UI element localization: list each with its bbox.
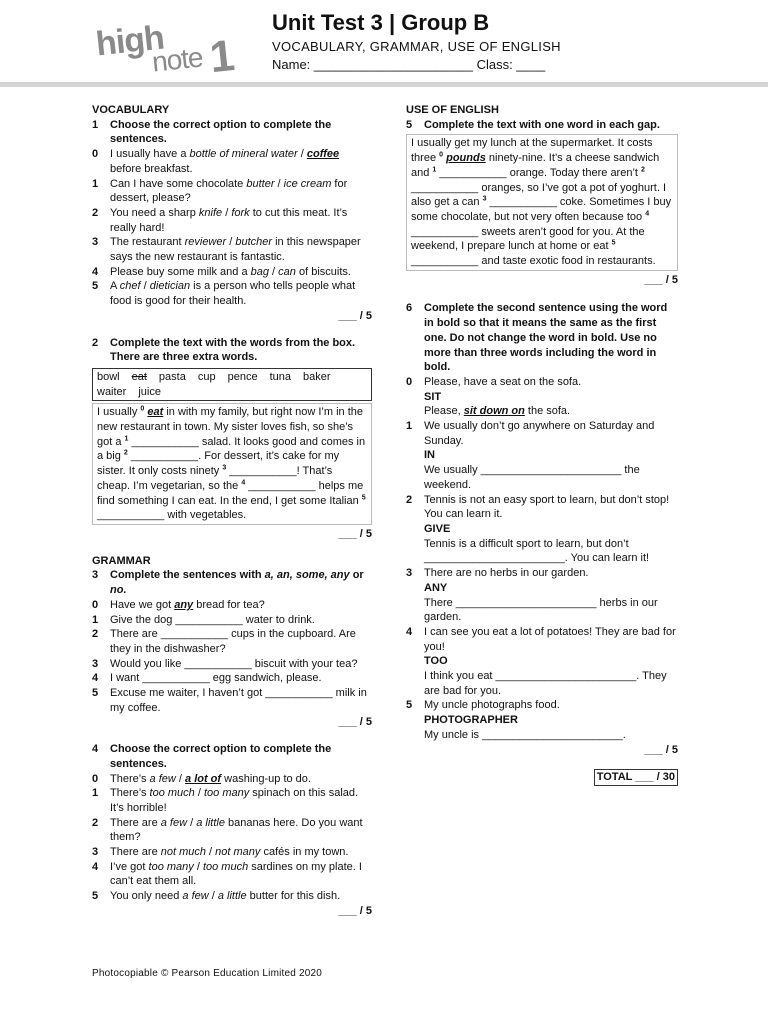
ex6-answer-line[interactable]: There _______________________ herbs in our garden.	[424, 596, 658, 624]
ex3-item-4[interactable]: 4 I want ___________ egg sandwich, please.	[92, 672, 322, 685]
page-title: Unit Test 3 | Group B	[272, 10, 490, 35]
ex6-answer-line[interactable]: I think you eat _______________________. They are bad for you.	[424, 670, 667, 697]
ex6-item-0: 0 Please, have a seat on the sofa.	[406, 375, 582, 388]
ex6-instruction: 6 Complete the second sentence using the word in bold so that it means the same as the first one. Do not change the word in bold. Use no more than three words including the word in bold.	[406, 302, 668, 374]
ex1-item-5[interactable]: 5 A chef / dietician is a person who tells people what food is good for their health.	[92, 280, 356, 308]
ex4-item-4[interactable]: 4 I’ve got too many / too much sardines on my plate. I can’t eat them all.	[92, 860, 362, 888]
ex1-item-1[interactable]: 1 Can I have some chocolate butter / ice cream for dessert, please?	[92, 177, 348, 205]
word-box-item: waiter	[97, 385, 127, 398]
total-score[interactable]: TOTAL ___ / 30	[594, 769, 678, 786]
word-box	[92, 368, 372, 401]
logo-number: 1	[207, 30, 237, 83]
ex6-item-4: 4 I can see you eat a lot of potatoes! They are bad for you!	[406, 625, 676, 653]
ex5-gap-text[interactable]: I usually get my lunch at the supermarket. It costs three $^0$ pounds ninety-nine. It’s a cheese sandwich and $^1$ ___________ orange. Today there aren’t $^2$ ___________ oranges, so I’ve got a pot of yoghurt. I also get a can $^3$ ___________ coke. Sometimes I buy some chocolate, but not very often because too $^4$ ___________ sweets aren’t good for you. At the weekend, I prepare lunch at home or eat $^5$ ___________ and taste exotic food in restaurants.	[406, 134, 678, 270]
ex3-score[interactable]: ___ / 5	[338, 716, 372, 729]
ex2-instruction: 2 Complete the text with the words from the box. There are three extra words.	[92, 336, 356, 364]
ex6-key-word: TOO	[424, 655, 448, 668]
ex3-item-3[interactable]: 3 Would you like ___________ biscuit with your tea?	[92, 657, 358, 670]
copyright-footer: Photocopiable © Pearson Education Limited 2020	[92, 968, 323, 979]
name-class-line: Name: ______________________ Class: ____	[272, 57, 546, 72]
ex4-item-0: 0 There’s a few / a lot of washing-up to do.	[92, 772, 311, 785]
word-box-item: baker	[303, 370, 331, 383]
ex6-item-1: 1 We usually don’t go anywhere on Saturday and Sunday.	[406, 420, 655, 447]
ex4-instruction: 4 Choose the correct option to complete the sentences.	[92, 743, 332, 770]
ex6-item-5: 5 My uncle photographs food.	[406, 699, 560, 712]
word-box-item: pence	[227, 370, 258, 383]
ex4-item-1[interactable]: 1 There’s too much / too many spinach on this salad. It’s horrible!	[92, 787, 359, 814]
ex3-item-1[interactable]: 1 Give the dog ___________ water to drink.	[92, 613, 315, 626]
grammar-heading: GRAMMAR	[92, 554, 151, 567]
logo-high: high	[94, 18, 166, 64]
ex6-key-word: IN	[424, 449, 435, 462]
use-of-english-heading: USE OF ENGLISH	[406, 104, 499, 116]
ex4-item-3[interactable]: 3 There are not much / not many cafés in my town.	[92, 846, 349, 859]
ex6-key-word: PHOTOGRAPHER	[424, 714, 518, 727]
ex6-example-sentence: Please, sit down on the sofa.	[424, 405, 571, 418]
ex1-item-0: 0 I usually have a bottle of mineral water / coffee before breakfast.	[92, 148, 340, 175]
ex4-item-5[interactable]: 5 You only need a few / a little butter for this dish.	[92, 890, 341, 903]
ex3-item-0: 0 Have we got any bread for tea?	[92, 598, 265, 611]
right-column	[406, 103, 678, 786]
header-divider	[0, 82, 768, 87]
ex1-item-3[interactable]: 3 The restaurant reviewer / butcher in this newspaper says the new restaurant is fantastic.	[92, 236, 361, 264]
ex2-example-answer: eat	[147, 406, 164, 419]
ex5-example-answer: pounds	[446, 152, 486, 165]
word-box-item: bowl	[97, 370, 120, 383]
ex6-answer-line[interactable]: My uncle is _______________________.	[424, 728, 626, 741]
ex4-score[interactable]: ___ / 5	[338, 904, 372, 917]
ex5-instruction: 5 Complete the text with one word in each gap.	[406, 118, 660, 131]
left-column	[92, 103, 372, 919]
ex3-item-2[interactable]: 2 There are ___________ cups in the cupboard. Are they in the dishwasher?	[92, 628, 356, 655]
ex1-example-answer: coffee	[306, 148, 340, 161]
ex1-score[interactable]: ___ / 5	[338, 309, 372, 322]
ex6-answer-line[interactable]: Tennis is a difficult sport to learn, but don’t _______________________. You can learn it!	[424, 537, 650, 565]
ex6-answer-line[interactable]: We usually _______________________ the weekend.	[424, 464, 640, 491]
high-note-logo	[94, 18, 246, 83]
vocabulary-heading: VOCABULARY	[92, 104, 170, 116]
word-box-item: pasta	[158, 370, 186, 383]
ex6-key-word: ANY	[424, 581, 448, 594]
word-box-item: cup	[197, 370, 216, 383]
page-subtitle: VOCABULARY, GRAMMAR, USE OF ENGLISH	[272, 39, 561, 54]
word-box-item-used: eat	[131, 370, 147, 383]
ex1-item-4[interactable]: 4 Please buy some milk and a bag / can of biscuits.	[92, 265, 351, 278]
ex5-score[interactable]: ___ / 5	[644, 273, 678, 286]
word-box-item: juice	[138, 385, 161, 398]
ex1-instruction: 1 Choose the correct option to complete the sentences.	[92, 118, 332, 146]
ex2-score[interactable]: ___ / 5	[338, 527, 372, 540]
ex1-item-2[interactable]: 2 You need a sharp knife / fork to cut this meat. It’s really hard!	[92, 206, 348, 234]
ex6-key-word: GIVE	[424, 522, 451, 535]
ex4-example-answer: a lot of	[185, 772, 222, 785]
word-box-item: tuna	[269, 370, 291, 383]
ex3-instruction: 3 Complete the sentences with a, an, some, any or no.	[92, 569, 364, 597]
ex6-key-word: SIT	[424, 390, 442, 403]
ex3-example-answer: any	[174, 598, 194, 611]
ex6-example-answer: sit down on	[463, 405, 525, 418]
logo-note: note	[150, 41, 204, 78]
ex6-item-3: 3 There are no herbs in our garden.	[406, 567, 589, 580]
ex6-item-2: 2 Tennis is not an easy sport to learn, but don’t stop! You can learn it.	[406, 493, 670, 521]
ex3-item-5[interactable]: 5 Excuse me waiter, I haven’t got ___________ milk in my coffee.	[92, 687, 367, 714]
ex6-score[interactable]: ___ / 5	[644, 743, 678, 756]
ex2-gap-text[interactable]: I usually $^0$ eat in with my family, but right now I’m in the new restaurant in town. My sister loves fish, so she’s got a $^1$ ___________ salad. It looks good and comes in a big $^2$ ___________. For dessert, it’s cake for my sister. It only costs ninety $^3$ ___________! That’s cheap. I’m vegetarian, so the $^4$ ___________ helps me find something I can eat. In the end, I get some Italian $^5$ ___________ with vegetables.	[92, 403, 372, 525]
ex4-item-2[interactable]: 2 There are a few / a little bananas here. Do you want them?	[92, 816, 363, 844]
